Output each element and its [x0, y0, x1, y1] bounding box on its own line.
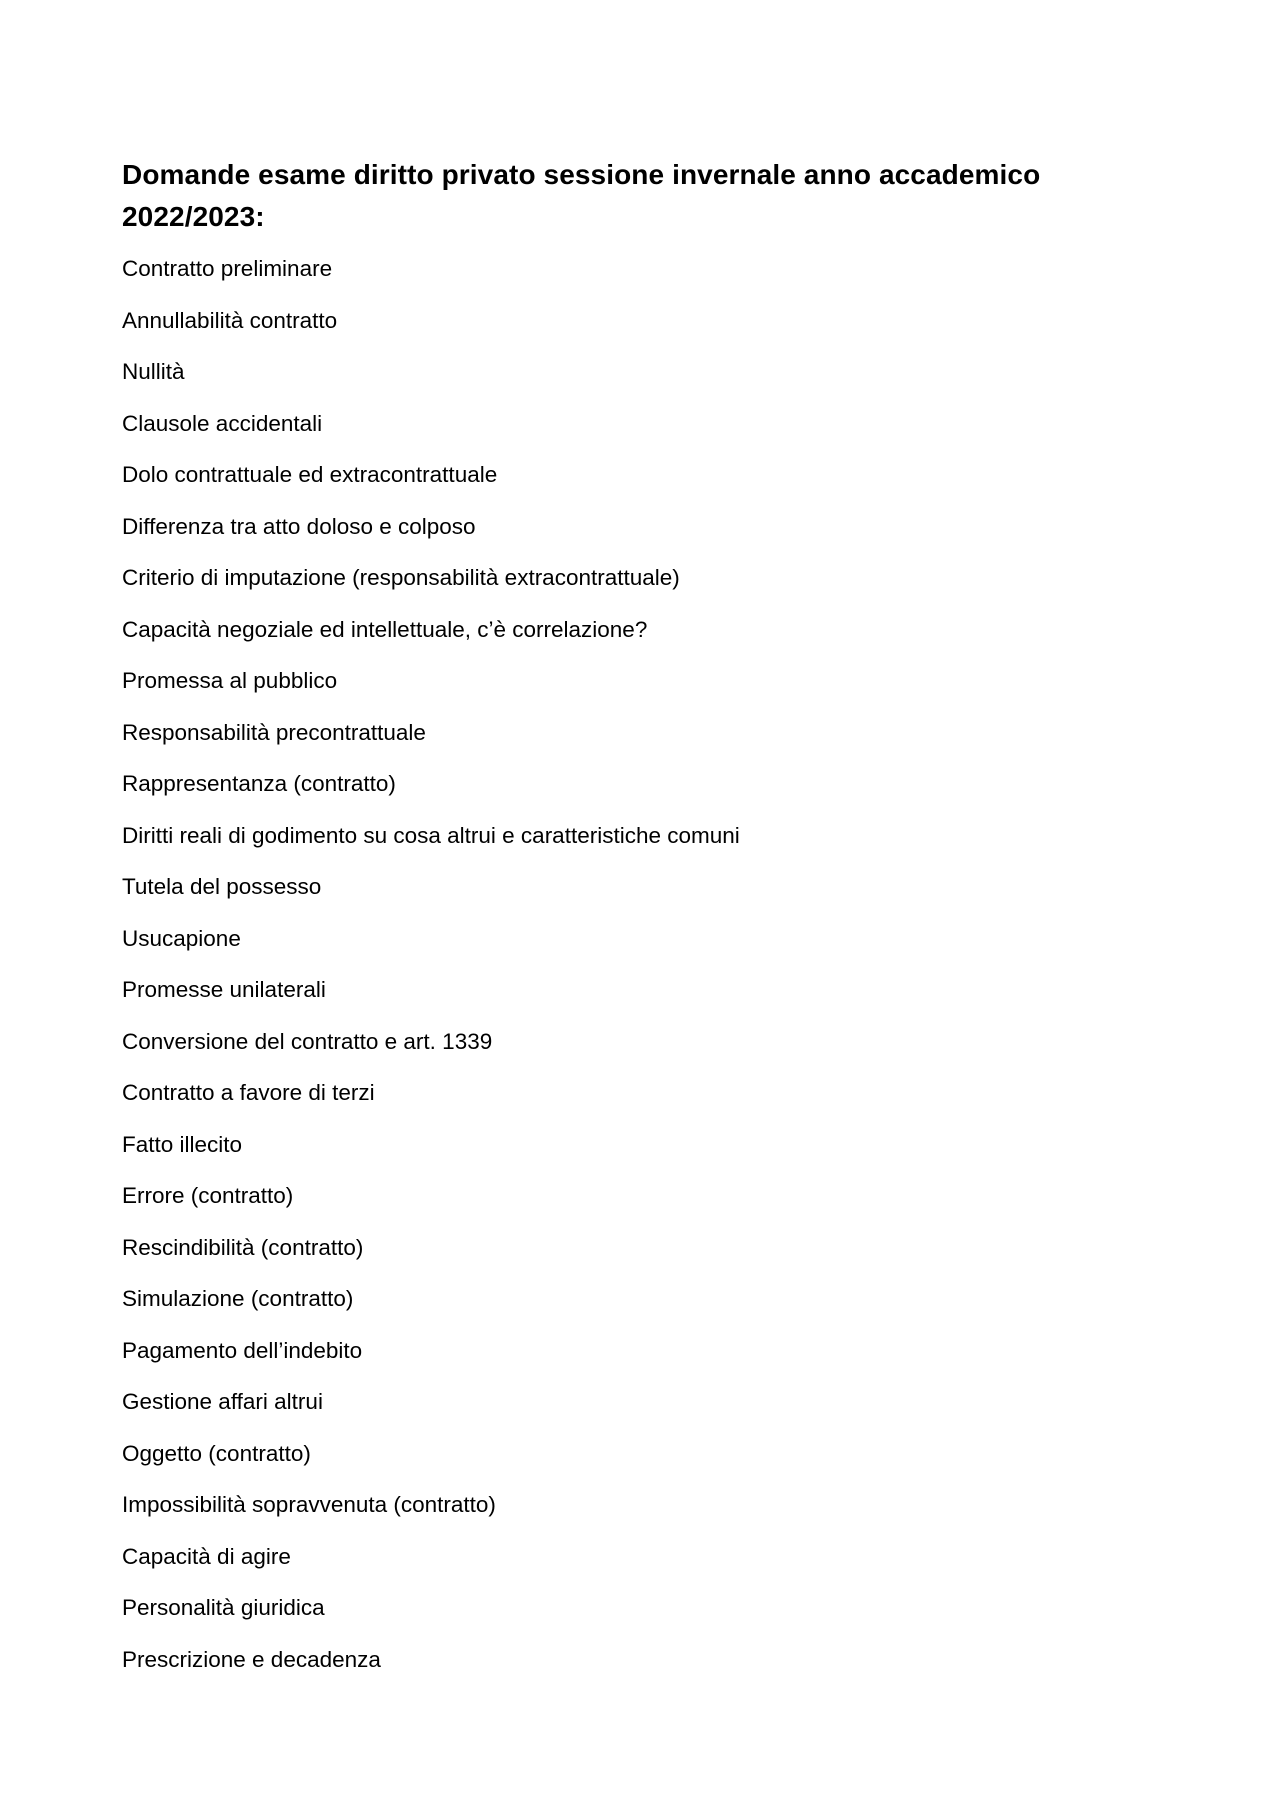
list-item: Oggetto (contratto)	[122, 1440, 311, 1466]
list-item: Nullità	[122, 359, 185, 384]
list-item: Personalità giuridica	[122, 1595, 325, 1620]
list-item: Prescrizione e decadenza	[122, 1646, 381, 1672]
list-item: Criterio di imputazione (responsabilità extracontrattuale)	[122, 565, 680, 590]
list-item: Annullabilità contratto	[122, 307, 338, 333]
list-item: Capacità negoziale ed intellettuale, c’è correlazione?	[122, 616, 648, 642]
document-title: Domande esame diritto privato sessione invernale anno accademico 2022/2023:	[122, 159, 1041, 232]
list-item: Fatto illecito	[122, 1131, 243, 1157]
list-item: Contratto a favore di terzi	[122, 1080, 375, 1105]
list-item: Tutela del possesso	[122, 874, 322, 899]
list-item: Conversione del contratto e art. 1339	[122, 1028, 493, 1054]
list-item: Impossibilità sopravvenuta (contratto)	[122, 1492, 496, 1517]
list-item: Dolo contrattuale ed extracontrattuale	[122, 462, 498, 487]
list-item: Pagamento dell’indebito	[122, 1337, 363, 1363]
list-item: Differenza tra atto doloso e colposo	[122, 513, 476, 539]
list-item: Errore (contratto)	[122, 1183, 294, 1208]
list-item: Capacità di agire	[122, 1543, 291, 1569]
list-item: Usucapione	[122, 925, 241, 951]
list-item: Gestione affari altrui	[122, 1389, 323, 1414]
list-item: Promesse unilaterali	[122, 977, 326, 1002]
list-item: Simulazione (contratto)	[122, 1286, 354, 1311]
list-item: Rescindibilità (contratto)	[122, 1234, 364, 1260]
question-list	[122, 254, 740, 1696]
list-item: Clausole accidentali	[122, 410, 323, 436]
list-item: Responsabilità precontrattuale	[122, 719, 426, 745]
list-item: Rappresentanza (contratto)	[122, 771, 396, 796]
list-item: Contratto preliminare	[122, 256, 333, 281]
list-item: Diritti reali di godimento su cosa altrui e caratteristiche comuni	[122, 822, 740, 848]
list-item: Promessa al pubblico	[122, 668, 338, 693]
